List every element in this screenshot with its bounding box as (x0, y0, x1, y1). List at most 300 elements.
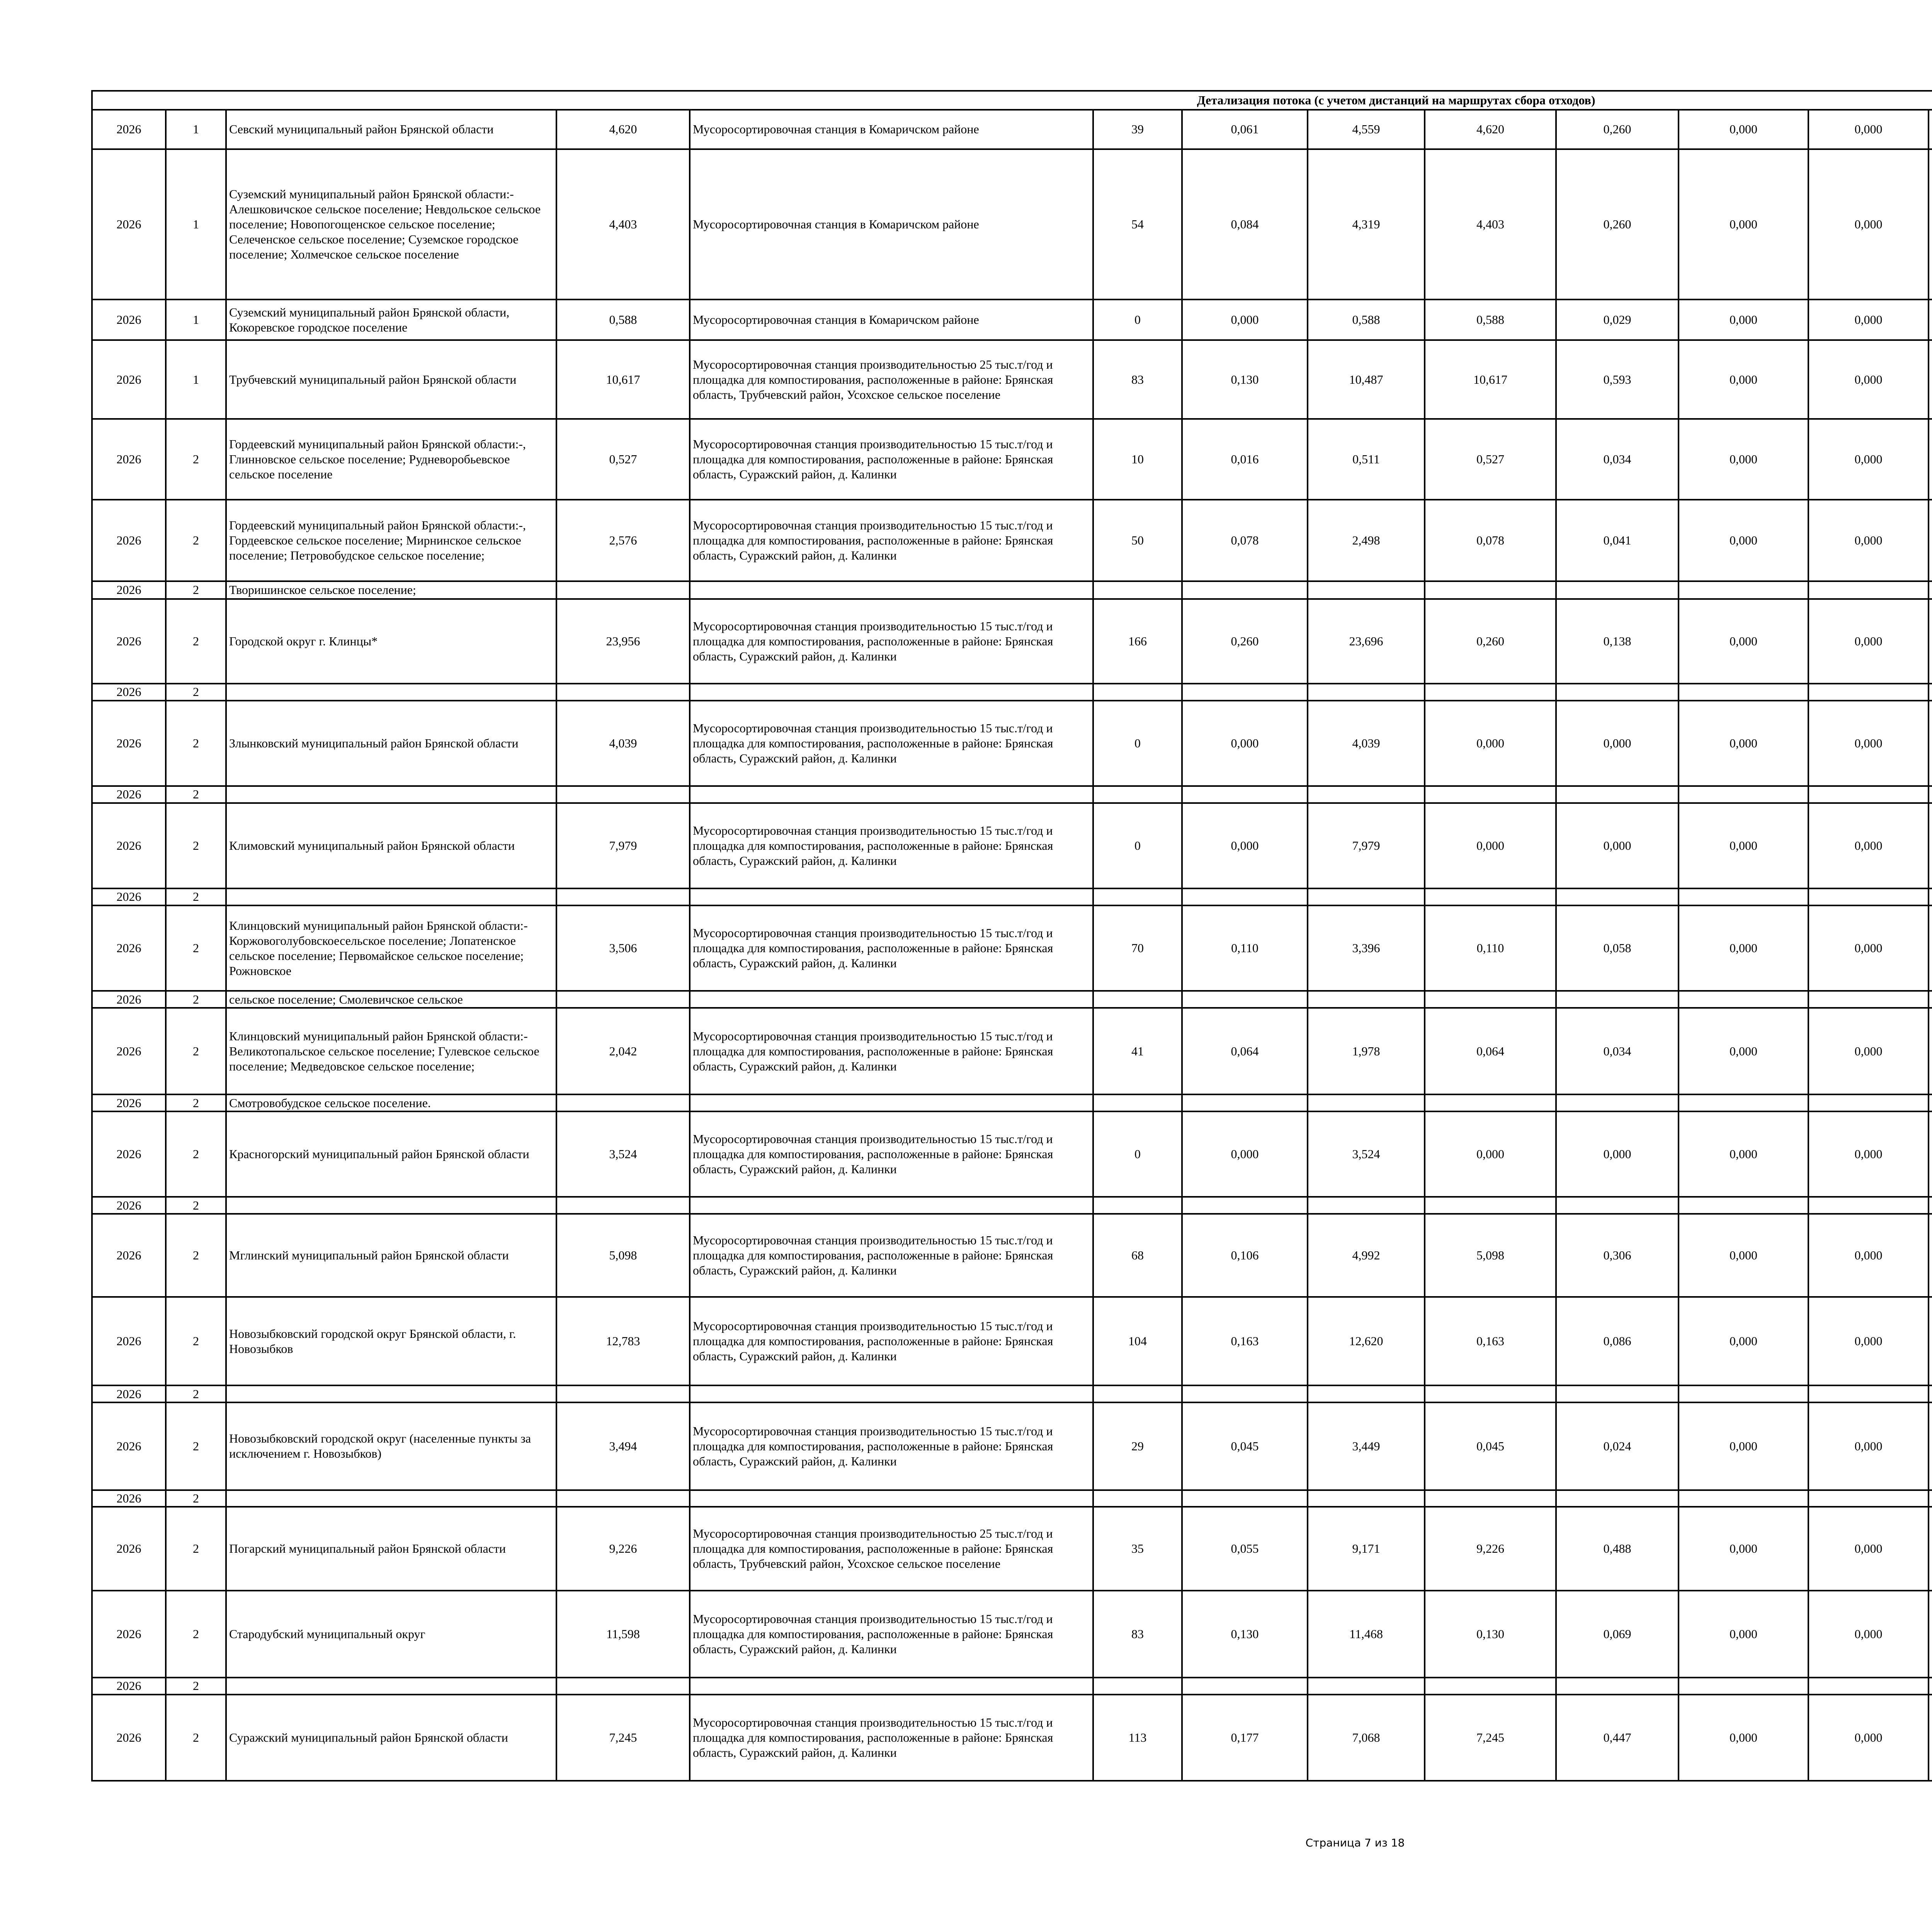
mass-to-landfill-cell: 9,171 (1308, 1507, 1425, 1591)
mass-processed-cell (1425, 1094, 1556, 1111)
sorting-station-cell (690, 1094, 1093, 1111)
mass-extracted-cell: 0,045 (1182, 1402, 1308, 1490)
year-cell: 2026 (92, 1695, 166, 1781)
mass-processed-cell: 0,110 (1425, 905, 1556, 991)
page-number: Страница 7 из 18 (1305, 1836, 1405, 1849)
table-row (92, 419, 1932, 500)
year-cell: 2026 (92, 1385, 166, 1402)
sorting-station-cell (690, 1385, 1093, 1402)
mass-total-cell: 12,783 (556, 1297, 690, 1385)
stage-cell: 2 (166, 1402, 226, 1490)
distance-cell (1093, 581, 1182, 599)
zero-value-cell (1808, 1197, 1929, 1214)
zero-value-cell: 0,000 (1808, 1111, 1929, 1197)
zero-value-cell: 0,000 (1808, 110, 1929, 149)
zero-value-cell (1929, 599, 1932, 684)
zero-value-cell: 0,000 (1679, 419, 1808, 500)
compost-cell: 0,000 (1556, 701, 1679, 786)
distance-cell (1093, 1490, 1182, 1507)
mass-to-landfill-cell: 3,449 (1308, 1402, 1425, 1490)
distance-cell: 50 (1093, 500, 1182, 581)
compost-cell: 0,447 (1556, 1695, 1679, 1781)
zero-value-cell: 0,000 (1808, 1591, 1929, 1677)
mass-processed-cell: 4,620 (1425, 110, 1556, 149)
mass-extracted-cell (1182, 991, 1308, 1008)
municipality-cell: Гордеевский муниципальный район Брянской области:-, Глинновское сельское поселение; Рудневоробьевское сельское поселение (226, 419, 556, 500)
distance-cell (1093, 1094, 1182, 1111)
mass-to-landfill-cell (1308, 991, 1425, 1008)
compost-cell: 0,260 (1556, 149, 1679, 299)
zero-value-cell (1679, 1094, 1808, 1111)
year-cell: 2026 (92, 905, 166, 991)
table-title: Детализация потока (с учетом дистанций на маршрутах сбора отходов) (92, 91, 1932, 110)
table-row (92, 581, 1932, 599)
zero-value-cell: 0,000 (1808, 599, 1929, 684)
mass-processed-cell (1425, 1385, 1556, 1402)
distance-cell: 83 (1093, 340, 1182, 419)
distance-cell: 0 (1093, 1111, 1182, 1197)
stage-cell: 2 (166, 888, 226, 905)
mass-to-landfill-cell: 4,039 (1308, 701, 1425, 786)
mass-to-landfill-cell: 4,992 (1308, 1214, 1425, 1297)
table-row (92, 991, 1932, 1008)
waste-flow-table (91, 90, 1932, 1782)
mass-total-cell: 11,598 (556, 1591, 690, 1677)
mass-to-landfill-cell: 0,511 (1308, 419, 1425, 500)
year-cell: 2026 (92, 149, 166, 299)
zero-value-cell: 0,000 (1679, 110, 1808, 149)
mass-extracted-cell: 0,000 (1182, 299, 1308, 340)
zero-value-cell (1808, 991, 1929, 1008)
table-row (92, 684, 1932, 701)
municipality-cell: Мглинский муниципальный район Брянской области (226, 1214, 556, 1297)
zero-value-cell: 0,000 (1808, 1214, 1929, 1297)
compost-cell (1556, 991, 1679, 1008)
mass-total-cell: 4,403 (556, 149, 690, 299)
zero-value-cell (1679, 581, 1808, 599)
data-table-container (91, 90, 1932, 1782)
table-row (92, 1197, 1932, 1214)
municipality-cell (226, 1385, 556, 1402)
year-cell: 2026 (92, 1490, 166, 1507)
municipality-cell (226, 786, 556, 803)
mass-total-cell (556, 1385, 690, 1402)
mass-total-cell (556, 1094, 690, 1111)
mass-total-cell (556, 888, 690, 905)
mass-processed-cell (1425, 684, 1556, 701)
municipality-cell: Суземский муниципальный район Брянской области:- Алешковичское сельское поселение; Невдольское сельское поселение; Новопогощенское сельское поселение; Селеченское сельское поселение; Суземское городское поселение; Холмечское сельское поселение (226, 149, 556, 299)
mass-to-landfill-cell: 10,487 (1308, 340, 1425, 419)
stage-cell: 2 (166, 1214, 226, 1297)
sorting-station-cell: Мусоросортировочная станция производительностью 15 тыс.т/год и площадка для компостирования, расположенные в районе: Брянская область, Суражский район, д. Калинки (690, 419, 1093, 500)
mass-total-cell: 9,226 (556, 1507, 690, 1591)
year-cell: 2026 (92, 340, 166, 419)
mass-total-cell: 23,956 (556, 599, 690, 684)
mass-to-landfill-cell (1308, 581, 1425, 599)
municipality-cell: Гордеевский муниципальный район Брянской области:-, Гордеевское сельское поселение; Мирнинское сельское поселение; Петровобудское сельское поселение; (226, 500, 556, 581)
municipality-cell: Новозыбковский городской округ Брянской области, г. Новозыбков (226, 1297, 556, 1385)
year-cell: 2026 (92, 1507, 166, 1591)
mass-total-cell: 3,506 (556, 905, 690, 991)
stage-cell: 2 (166, 1094, 226, 1111)
mass-extracted-cell: 0,016 (1182, 419, 1308, 500)
table-row (92, 888, 1932, 905)
stage-cell: 2 (166, 1008, 226, 1094)
zero-value-cell (1929, 1678, 1932, 1695)
zero-value-cell (1929, 1297, 1932, 1385)
mass-processed-cell: 10,617 (1425, 340, 1556, 419)
municipality-cell: Трубчевский муниципальный район Брянской области (226, 340, 556, 419)
compost-cell: 0,069 (1556, 1591, 1679, 1677)
mass-to-landfill-cell (1308, 1385, 1425, 1402)
mass-processed-cell (1425, 786, 1556, 803)
compost-cell (1556, 1490, 1679, 1507)
year-cell: 2026 (92, 684, 166, 701)
year-cell: 2026 (92, 1111, 166, 1197)
year-cell: 2026 (92, 701, 166, 786)
sorting-station-cell (690, 786, 1093, 803)
stage-cell: 2 (166, 1385, 226, 1402)
stage-cell: 2 (166, 684, 226, 701)
zero-value-cell (1808, 684, 1929, 701)
zero-value-cell (1929, 1490, 1932, 1507)
distance-cell: 68 (1093, 1214, 1182, 1297)
compost-cell: 0,138 (1556, 599, 1679, 684)
compost-cell (1556, 1385, 1679, 1402)
municipality-cell: Стародубский муниципальный округ (226, 1591, 556, 1677)
mass-extracted-cell (1182, 786, 1308, 803)
stage-cell: 2 (166, 419, 226, 500)
mass-extracted-cell: 0,084 (1182, 149, 1308, 299)
mass-extracted-cell (1182, 888, 1308, 905)
zero-value-cell: 0,000 (1679, 701, 1808, 786)
mass-extracted-cell (1182, 581, 1308, 599)
zero-value-cell (1679, 1490, 1808, 1507)
sorting-station-cell: Мусоросортировочная станция производительностью 15 тыс.т/год и площадка для компостирования, расположенные в районе: Брянская область, Суражский район, д. Калинки (690, 599, 1093, 684)
year-cell: 2026 (92, 581, 166, 599)
zero-value-cell (1808, 1094, 1929, 1111)
table-row (92, 110, 1932, 149)
mass-processed-cell: 0,163 (1425, 1297, 1556, 1385)
stage-cell: 2 (166, 786, 226, 803)
distance-cell (1093, 1385, 1182, 1402)
mass-extracted-cell: 0,260 (1182, 599, 1308, 684)
table-row (92, 599, 1932, 684)
distance-cell: 10 (1093, 419, 1182, 500)
zero-value-cell (1808, 581, 1929, 599)
municipality-cell: Суражский муниципальный район Брянской области (226, 1695, 556, 1781)
mass-processed-cell: 0,000 (1425, 1111, 1556, 1197)
zero-value-cell (1929, 340, 1932, 419)
zero-value-cell: 0,000 (1808, 1008, 1929, 1094)
sorting-station-cell: Мусоросортировочная станция производительностью 15 тыс.т/год и площадка для компостирования, расположенные в районе: Брянская область, Суражский район, д. Калинки (690, 1111, 1093, 1197)
compost-cell: 0,593 (1556, 340, 1679, 419)
year-cell: 2026 (92, 419, 166, 500)
year-cell: 2026 (92, 786, 166, 803)
table-row (92, 1111, 1932, 1197)
zero-value-cell (1808, 888, 1929, 905)
distance-cell: 104 (1093, 1297, 1182, 1385)
mass-to-landfill-cell: 3,396 (1308, 905, 1425, 991)
compost-cell: 0,488 (1556, 1507, 1679, 1591)
distance-cell: 35 (1093, 1507, 1182, 1591)
mass-processed-cell: 9,226 (1425, 1507, 1556, 1591)
year-cell: 2026 (92, 500, 166, 581)
zero-value-cell (1679, 786, 1808, 803)
mass-extracted-cell (1182, 1197, 1308, 1214)
mass-processed-cell: 0,045 (1425, 1402, 1556, 1490)
municipality-cell: Погарский муниципальный район Брянской области (226, 1507, 556, 1591)
compost-cell: 0,041 (1556, 500, 1679, 581)
zero-value-cell: 0,000 (1679, 599, 1808, 684)
stage-cell: 2 (166, 1591, 226, 1677)
year-cell: 2026 (92, 1591, 166, 1677)
zero-value-cell (1929, 684, 1932, 701)
mass-to-landfill-cell: 12,620 (1308, 1297, 1425, 1385)
mass-to-landfill-cell: 4,319 (1308, 149, 1425, 299)
mass-total-cell (556, 1490, 690, 1507)
distance-cell (1093, 684, 1182, 701)
distance-cell: 0 (1093, 701, 1182, 786)
zero-value-cell (1929, 888, 1932, 905)
sorting-station-cell: Мусоросортировочная станция производительностью 15 тыс.т/год и площадка для компостирования, расположенные в районе: Брянская область, Суражский район, д. Калинки (690, 1008, 1093, 1094)
mass-to-landfill-cell: 2,498 (1308, 500, 1425, 581)
mass-to-landfill-cell: 23,696 (1308, 599, 1425, 684)
sorting-station-cell: Мусоросортировочная станция производительностью 15 тыс.т/год и площадка для компостирования, расположенные в районе: Брянская область, Суражский район, д. Калинки (690, 1695, 1093, 1781)
table-row (92, 1591, 1932, 1677)
municipality-cell: Климовский муниципальный район Брянской области (226, 803, 556, 888)
mass-total-cell (556, 1197, 690, 1214)
year-cell: 2026 (92, 1402, 166, 1490)
compost-cell: 0,086 (1556, 1297, 1679, 1385)
year-cell: 2026 (92, 803, 166, 888)
zero-value-cell (1929, 1094, 1932, 1111)
zero-value-cell: 0,000 (1679, 905, 1808, 991)
zero-value-cell (1679, 991, 1808, 1008)
stage-cell: 2 (166, 991, 226, 1008)
zero-value-cell (1808, 1490, 1929, 1507)
stage-cell: 1 (166, 340, 226, 419)
mass-processed-cell (1425, 1490, 1556, 1507)
mass-processed-cell (1425, 1197, 1556, 1214)
sorting-station-cell: Мусоросортировочная станция в Комаричском районе (690, 299, 1093, 340)
distance-cell: 83 (1093, 1591, 1182, 1677)
municipality-cell: сельское поселение; Смолевичское сельское (226, 991, 556, 1008)
zero-value-cell: 0,000 (1679, 1591, 1808, 1677)
zero-value-cell (1808, 786, 1929, 803)
compost-cell (1556, 888, 1679, 905)
table-row (92, 701, 1932, 786)
mass-to-landfill-cell (1308, 1490, 1425, 1507)
zero-value-cell (1929, 1111, 1932, 1197)
zero-value-cell: 0,000 (1679, 500, 1808, 581)
zero-value-cell: 0,000 (1808, 1402, 1929, 1490)
table-row (92, 1490, 1932, 1507)
table-header-row (92, 91, 1932, 110)
mass-total-cell (556, 786, 690, 803)
distance-cell: 113 (1093, 1695, 1182, 1781)
mass-extracted-cell: 0,055 (1182, 1507, 1308, 1591)
stage-cell: 2 (166, 1297, 226, 1385)
zero-value-cell: 0,000 (1679, 1507, 1808, 1591)
distance-cell (1093, 991, 1182, 1008)
sorting-station-cell: Мусоросортировочная станция в Комаричском районе (690, 110, 1093, 149)
zero-value-cell (1929, 905, 1932, 991)
table-row (92, 1385, 1932, 1402)
compost-cell: 0,000 (1556, 1111, 1679, 1197)
zero-value-cell: 0,000 (1808, 1297, 1929, 1385)
year-cell: 2026 (92, 888, 166, 905)
distance-cell: 166 (1093, 599, 1182, 684)
mass-to-landfill-cell (1308, 684, 1425, 701)
mass-to-landfill-cell: 3,524 (1308, 1111, 1425, 1197)
mass-extracted-cell: 0,130 (1182, 340, 1308, 419)
sorting-station-cell (690, 581, 1093, 599)
stage-cell: 2 (166, 581, 226, 599)
mass-total-cell: 0,527 (556, 419, 690, 500)
distance-cell: 70 (1093, 905, 1182, 991)
table-row (92, 149, 1932, 299)
distance-cell: 54 (1093, 149, 1182, 299)
year-cell: 2026 (92, 299, 166, 340)
distance-cell (1093, 1197, 1182, 1214)
distance-cell: 39 (1093, 110, 1182, 149)
table-row (92, 1678, 1932, 1695)
mass-total-cell: 7,979 (556, 803, 690, 888)
distance-cell (1093, 786, 1182, 803)
stage-cell: 1 (166, 149, 226, 299)
municipality-cell (226, 1197, 556, 1214)
mass-total-cell: 10,617 (556, 340, 690, 419)
zero-value-cell: 0,000 (1679, 1008, 1808, 1094)
mass-to-landfill-cell: 7,979 (1308, 803, 1425, 888)
distance-cell: 0 (1093, 803, 1182, 888)
mass-to-landfill-cell (1308, 1197, 1425, 1214)
municipality-cell: Клинцовский муниципальный район Брянской области:- Великотопальское сельское поселение; Гулевское сельское поселение; Медведовское сельское поселение; (226, 1008, 556, 1094)
year-cell: 2026 (92, 1214, 166, 1297)
zero-value-cell (1929, 1695, 1932, 1781)
table-row (92, 1695, 1932, 1781)
mass-extracted-cell (1182, 1490, 1308, 1507)
stage-cell: 2 (166, 500, 226, 581)
table-row (92, 1507, 1932, 1591)
zero-value-cell: 0,000 (1679, 803, 1808, 888)
table-row (92, 1214, 1932, 1297)
municipality-cell: Смотровобудское сельское поселение. (226, 1094, 556, 1111)
municipality-cell (226, 1678, 556, 1695)
distance-cell (1093, 888, 1182, 905)
zero-value-cell (1808, 1678, 1929, 1695)
mass-processed-cell (1425, 581, 1556, 599)
table-row (92, 340, 1932, 419)
mass-processed-cell: 0,000 (1425, 701, 1556, 786)
mass-total-cell: 2,042 (556, 1008, 690, 1094)
mass-to-landfill-cell: 11,468 (1308, 1591, 1425, 1677)
zero-value-cell (1929, 1008, 1932, 1094)
mass-processed-cell: 0,078 (1425, 500, 1556, 581)
mass-processed-cell: 0,064 (1425, 1008, 1556, 1094)
municipality-cell (226, 888, 556, 905)
zero-value-cell: 0,000 (1808, 701, 1929, 786)
zero-value-cell: 0,000 (1679, 1402, 1808, 1490)
zero-value-cell: 0,000 (1808, 419, 1929, 500)
mass-extracted-cell: 0,000 (1182, 803, 1308, 888)
mass-extracted-cell: 0,061 (1182, 110, 1308, 149)
year-cell: 2026 (92, 1008, 166, 1094)
table-row (92, 1297, 1932, 1385)
zero-value-cell (1679, 684, 1808, 701)
mass-extracted-cell: 0,078 (1182, 500, 1308, 581)
sorting-station-cell: Мусоросортировочная станция производительностью 15 тыс.т/год и площадка для компостирования, расположенные в районе: Брянская область, Суражский район, д. Калинки (690, 1591, 1093, 1677)
stage-cell: 2 (166, 599, 226, 684)
year-cell: 2026 (92, 1678, 166, 1695)
mass-processed-cell (1425, 1678, 1556, 1695)
mass-total-cell (556, 991, 690, 1008)
stage-cell: 2 (166, 905, 226, 991)
sorting-station-cell (690, 888, 1093, 905)
zero-value-cell: 0,000 (1808, 905, 1929, 991)
compost-cell: 0,000 (1556, 803, 1679, 888)
mass-total-cell: 5,098 (556, 1214, 690, 1297)
mass-processed-cell: 0,130 (1425, 1591, 1556, 1677)
table-row (92, 299, 1932, 340)
year-cell: 2026 (92, 1094, 166, 1111)
table-row (92, 1094, 1932, 1111)
sorting-station-cell: Мусоросортировочная станция производительностью 15 тыс.т/год и площадка для компостирования, расположенные в районе: Брянская область, Суражский район, д. Калинки (690, 1297, 1093, 1385)
mass-to-landfill-cell: 1,978 (1308, 1008, 1425, 1094)
zero-value-cell: 0,000 (1808, 1507, 1929, 1591)
mass-processed-cell: 5,098 (1425, 1214, 1556, 1297)
zero-value-cell (1929, 149, 1932, 299)
municipality-cell: Новозыбковский городской округ (населенные пункты за исключением г. Новозыбков) (226, 1402, 556, 1490)
sorting-station-cell: Мусоросортировочная станция производительностью 15 тыс.т/год и площадка для компостирования, расположенные в районе: Брянская область, Суражский район, д. Калинки (690, 701, 1093, 786)
mass-to-landfill-cell (1308, 1678, 1425, 1695)
compost-cell (1556, 1197, 1679, 1214)
mass-extracted-cell: 0,177 (1182, 1695, 1308, 1781)
mass-processed-cell: 7,245 (1425, 1695, 1556, 1781)
zero-value-cell: 0,000 (1808, 803, 1929, 888)
stage-cell: 2 (166, 1490, 226, 1507)
zero-value-cell: 0,000 (1808, 1695, 1929, 1781)
zero-value-cell (1679, 888, 1808, 905)
zero-value-cell (1929, 803, 1932, 888)
mass-processed-cell (1425, 991, 1556, 1008)
municipality-cell: Городской округ г. Клинцы* (226, 599, 556, 684)
mass-total-cell: 7,245 (556, 1695, 690, 1781)
mass-total-cell: 0,588 (556, 299, 690, 340)
table-row (92, 905, 1932, 991)
zero-value-cell (1929, 110, 1932, 149)
mass-processed-cell: 0,000 (1425, 803, 1556, 888)
municipality-cell: Севский муниципальный район Брянской области (226, 110, 556, 149)
mass-extracted-cell (1182, 1094, 1308, 1111)
sorting-station-cell: Мусоросортировочная станция производительностью 15 тыс.т/год и площадка для компостирования, расположенные в районе: Брянская область, Суражский район, д. Калинки (690, 905, 1093, 991)
zero-value-cell: 0,000 (1679, 1695, 1808, 1781)
table-row (92, 500, 1932, 581)
zero-value-cell: 0,000 (1808, 500, 1929, 581)
mass-processed-cell: 4,403 (1425, 149, 1556, 299)
zero-value-cell (1929, 1197, 1932, 1214)
zero-value-cell (1929, 1402, 1932, 1490)
mass-processed-cell: 0,260 (1425, 599, 1556, 684)
stage-cell: 2 (166, 1197, 226, 1214)
compost-cell (1556, 786, 1679, 803)
stage-cell: 2 (166, 1507, 226, 1591)
zero-value-cell: 0,000 (1808, 299, 1929, 340)
compost-cell (1556, 1678, 1679, 1695)
municipality-cell (226, 1490, 556, 1507)
mass-total-cell (556, 581, 690, 599)
